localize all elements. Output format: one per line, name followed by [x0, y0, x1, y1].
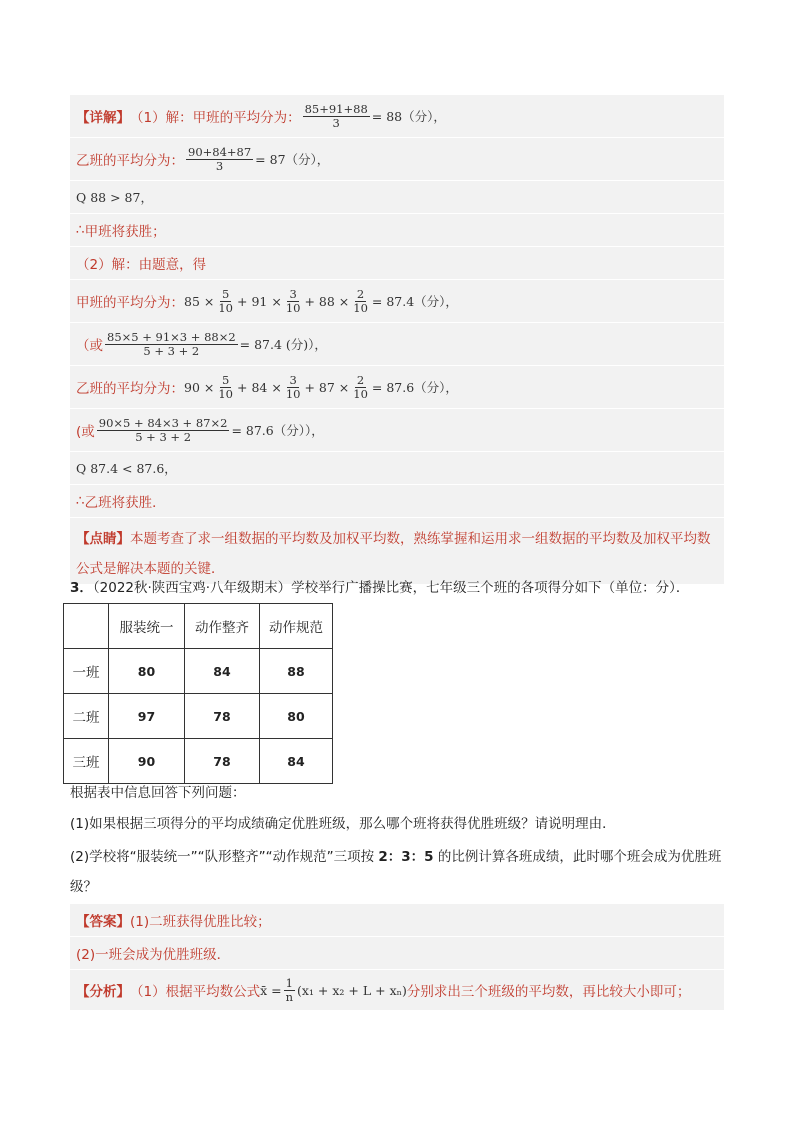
denominator: 10 — [218, 300, 233, 315]
numerator: 1 — [285, 975, 293, 990]
term: + 87 × — [304, 379, 350, 395]
math-expression — [103, 331, 327, 358]
denominator: 5 + 3 + 2 — [143, 343, 200, 358]
term: 85 × — [184, 293, 215, 309]
numerator: 90+84+87 — [188, 144, 252, 159]
fraction — [216, 288, 235, 315]
analysis-text: （1）根据平均数公式 — [130, 984, 261, 1000]
row-label: 三班 — [64, 739, 109, 784]
table-cell: 84 — [260, 739, 333, 784]
detail-text: （2）解：由题意，得 — [76, 257, 207, 273]
comment-text: 本题考查了求一组数据的平均数及加权平均数，熟练掌握和运用求一组数据的平均数及加权平均数公式是解决本题的关键． — [76, 531, 711, 577]
denominator: 3 — [215, 158, 224, 173]
table-header-row — [64, 604, 333, 649]
math-expression — [184, 374, 458, 401]
detail-text: 甲班的平均分为： — [76, 295, 184, 311]
detail-line-4 — [70, 214, 724, 247]
denominator: n — [285, 989, 294, 1004]
detail-line-9 — [70, 409, 724, 452]
detail-text: （或 — [76, 338, 103, 354]
denominator: 10 — [353, 386, 368, 401]
ratio: 2：3：5 — [378, 849, 434, 865]
sub-question-2-text: (2)学校将“服装统一”“队形整齐”“动作规范”三项按 — [70, 849, 379, 865]
table-row — [64, 739, 333, 784]
answer-line-2 — [70, 937, 724, 970]
therefore-symbol: ∴ — [76, 493, 85, 509]
denominator: 10 — [285, 386, 301, 401]
question-number: 3． — [70, 580, 93, 596]
detail-line-10 — [70, 452, 724, 485]
table-header-cell — [64, 604, 109, 649]
fraction — [284, 374, 303, 401]
denominator: 3 — [332, 115, 340, 130]
detail-line-5 — [70, 247, 724, 280]
result: = 87.6（分）， — [371, 380, 458, 395]
result: = 87.6（分））， — [231, 423, 324, 438]
numerator: 3 — [289, 286, 297, 301]
detail-text: （1）解：甲班的平均分为： — [130, 110, 301, 126]
detail-line-2 — [70, 138, 724, 181]
answer-line-1 — [70, 904, 724, 937]
formula-lhs: x̄ = — [260, 982, 282, 998]
answer-text: (2)一班会成为优胜班级． — [76, 947, 231, 963]
comment-block — [70, 518, 724, 585]
answer-tag: 【答案】 — [76, 914, 130, 930]
fraction — [105, 331, 238, 358]
detail-text: 乙班的平均分为： — [76, 381, 184, 397]
comparison: Q 87.4 < 87.6， — [76, 461, 177, 476]
table-header-cell: 服装统一 — [109, 604, 185, 649]
comment-tag: 【点睛】 — [76, 531, 130, 547]
detail-tag: 【详解】 — [76, 110, 130, 126]
table-row — [64, 694, 333, 739]
numerator: 3 — [289, 372, 297, 387]
detail-line-1 — [70, 95, 724, 138]
result: = 87.4 (分)）， — [239, 337, 327, 352]
denominator: 10 — [218, 386, 233, 401]
therefore-symbol: ∴ — [76, 222, 85, 238]
table-row — [64, 649, 333, 694]
table-cell: 88 — [260, 649, 333, 694]
numerator: 2 — [356, 286, 365, 301]
denominator: 10 — [353, 300, 368, 315]
sub-question-1: (1)如果根据三项得分的平均成绩确定优胜班级，那么哪个班将获得优胜班级？请说明理由． — [70, 816, 616, 832]
numerator: 5 — [222, 372, 230, 387]
question-text: 学校举行广播操比赛，七年级三个班的各项得分如下（单位：分）． — [291, 580, 690, 596]
score-table — [63, 603, 333, 784]
detail-text: 乙班将获胜． — [84, 495, 166, 511]
answer-block — [70, 904, 724, 1011]
result: = 88（分）， — [371, 109, 446, 124]
detail-line-3 — [70, 181, 724, 214]
table-cell: 84 — [185, 649, 260, 694]
formula-body: (x₁ + x₂ + L + xₙ) — [297, 982, 407, 998]
table-cell: 80 — [260, 694, 333, 739]
fraction — [351, 374, 370, 401]
detail-text: (或 — [76, 424, 95, 440]
math-expression — [184, 146, 255, 173]
numerator: 85+91+88 — [304, 101, 368, 116]
table-cell: 97 — [109, 694, 185, 739]
table-cell: 90 — [109, 739, 185, 784]
detail-text: 甲班将获胜； — [84, 224, 166, 240]
detail-line-11 — [70, 485, 724, 518]
denominator: 5 + 3 + 2 — [135, 429, 192, 444]
term: + 91 × — [237, 293, 282, 309]
numerator: 5 — [222, 286, 230, 301]
table-header-cell: 动作整齐 — [185, 604, 260, 649]
fraction — [351, 288, 370, 315]
table-cell: 78 — [185, 694, 260, 739]
numerator: 85×5 + 91×3 + 88×2 — [107, 329, 236, 344]
fraction — [284, 977, 295, 1004]
fraction — [97, 417, 230, 444]
numerator: 2 — [356, 372, 365, 387]
table-header-cell: 动作规范 — [260, 604, 333, 649]
question-3 — [70, 576, 724, 600]
term: 90 × — [184, 379, 215, 395]
math-expression — [95, 417, 324, 444]
table-cell: 80 — [109, 649, 185, 694]
fraction — [284, 288, 303, 315]
detail-line-6 — [70, 280, 724, 323]
row-label: 一班 — [64, 649, 109, 694]
fraction — [216, 374, 235, 401]
result: = 87.4（分）， — [371, 294, 458, 309]
table-cell: 78 — [185, 739, 260, 784]
detail-line-8 — [70, 366, 724, 409]
numerator: 90×5 + 84×3 + 87×2 — [98, 415, 228, 430]
analysis-text-end: 分别求出三个班级的平均数，再比较大小即可； — [406, 984, 691, 1000]
mean-formula — [260, 977, 407, 1004]
detail-line-7 — [70, 323, 724, 366]
term: + 84 × — [237, 379, 282, 395]
sub-question-2 — [70, 842, 724, 902]
analysis-line — [70, 970, 724, 1011]
fraction — [303, 103, 370, 130]
math-expression — [301, 103, 372, 130]
row-label: 二班 — [64, 694, 109, 739]
solution-detail — [70, 95, 724, 585]
term: + 88 × — [304, 293, 350, 309]
math-expression — [184, 288, 458, 315]
sub-question-2-text-end: 的比例计算各班成绩，此时哪个班会成为优胜班级？ — [70, 849, 722, 895]
question-source: （2022秋·陕西宝鸡·八年级期末） — [92, 580, 292, 596]
analysis-tag: 【分析】 — [76, 984, 130, 1000]
answer-text: (1)二班获得优胜比较； — [130, 914, 271, 930]
fraction — [186, 146, 253, 173]
result: = 87（分）， — [255, 152, 330, 167]
comparison: Q 88 > 87， — [76, 190, 153, 205]
denominator: 10 — [285, 300, 301, 315]
prompt-text: 根据表中信息回答下列问题： — [70, 785, 246, 801]
detail-text: 乙班的平均分为： — [76, 153, 184, 169]
